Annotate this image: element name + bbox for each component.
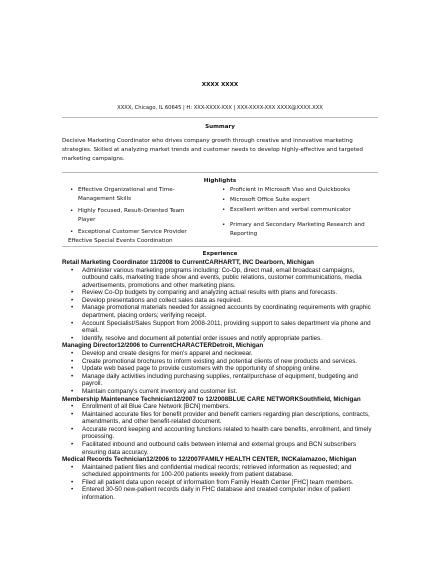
- job-bullet: • Create promotional brochures to inform existing and potential clients of new products and services.: [82, 358, 378, 366]
- job-bullet: • Account Specialist/Sales Support from 2008-2011, providing support to sales department via phone and email.: [82, 320, 378, 335]
- job-bullet: • Develop and create designs for men's apparel and neckwear.: [82, 350, 378, 358]
- job-bullet: • Entered 30-50 new-patient records daily in FHC database and created computer index of patient information.: [82, 486, 378, 501]
- highlights-right-column: [218, 186, 388, 239]
- job-heading: Medical Records Technician12/2006 to 12/2007FAMILY HEALTH CENTER, INCKalamazoo, Michigan: [62, 456, 357, 464]
- highlight-item: • Exceptional Customer Service Provider: [70, 229, 187, 235]
- job-bullet: • Filed all patient data upon receipt of information from Family Health Center [FHC] team members.: [82, 479, 378, 487]
- highlight-item: • Proficient in Microsoft Viso and Quickbooks: [222, 187, 351, 193]
- highlights-title: Highlights: [203, 178, 237, 184]
- job-bullets: [62, 464, 378, 502]
- summary-text: Decisive Marketing Coordinator who drives company growth through creative and innovative marketing strategies. Skilled at analyzing market trends and customer needs to develop highly-effective and targeted marketing campaigns.: [62, 138, 363, 162]
- job-bullet: • Update web based page to provide customers with the opportunity of shopping online.: [82, 365, 378, 373]
- highlight-item: • Effective Organizational and Time-Management Skills: [70, 187, 175, 202]
- summary-title: Summary: [205, 124, 235, 130]
- summary-divider: [62, 172, 378, 173]
- highlight-item: • Microsoft Office Suite expert: [222, 197, 310, 203]
- job-bullet: • Develop presentations and collect sales data as required.: [82, 297, 378, 305]
- experience-title: Experience: [202, 251, 238, 257]
- job-heading: Membership Maintenance Technician12/2007 to 12/2008BLUE CARE NETWORKSouthfield, Michigan: [62, 395, 361, 403]
- job-bullet: • Accurate record keeping and accounting functions related to health care benefits, enrollment, and timely processing.: [82, 426, 378, 441]
- job-bullet: • Enrollment of all Blue Care Network [BCN] members.: [82, 403, 378, 411]
- job-bullet: • Identify, resolve and document all potential order issues and notify appropriate parties.: [82, 335, 378, 343]
- experience-section: [62, 259, 378, 502]
- job-bullets: [62, 403, 378, 456]
- job-bullet: • Maintain company's current inventory and customer list.: [82, 388, 378, 396]
- job-heading: Managing Director12/2006 to CurrentCHARACTERDetroit, Michigan: [62, 342, 264, 350]
- job-bullets: [62, 350, 378, 396]
- job-bullet: • Review Co-Op budgets by comparing and analyzing actual results with plans and forecasts.: [82, 289, 378, 297]
- contact-line: XXXX, Chicago, IL 60645 | H: XXX-XXXX-XXX | XXX-XXXX-XXX XXXX@XXXX.XXX: [117, 105, 323, 111]
- highlight-item: • Primary and Secondary Marketing Research and Reporting: [222, 222, 365, 237]
- highlight-item-plain: Effective Special Events Coordination: [68, 238, 173, 244]
- job-bullet: • Manage daily activities including purchasing supplies, rental/purchase of equipment, budgeting and payroll.: [82, 373, 378, 388]
- highlight-item: • Highly Focused, Result-Oriented Team Player: [70, 208, 185, 223]
- job-heading: Retail Marketing Coordinator 11/2008 to CurrentCARHARTT, INC Dearborn, Michigan: [62, 259, 314, 266]
- job-bullets: [62, 267, 378, 343]
- job-bullet: • Maintained accurate files for benefit provider and benefit carriers regarding plan descriptions, contracts, amendments, and other benefit-related document.: [82, 411, 378, 426]
- candidate-name: XXXX XXXX: [201, 82, 239, 88]
- highlights-divider: [62, 246, 378, 247]
- job-bullet: • Manage promotional materials needed for assigned accounts by coordinating requirements with graphic department, placing orders; verifying receipt.: [82, 304, 378, 319]
- job-bullet: • Administer various marketing programs including: Co-Op, direct mail, email broadcast campaigns, outbound calls, marketing trade show and events, public relations, customer communications, media advertisements, promotions and other marketing plans.: [82, 267, 378, 290]
- header-divider: [62, 117, 378, 118]
- job-bullet: • Facilitated inbound and outbound calls between internal and external groups and BCN subscribers ensuring data accuracy.: [82, 441, 378, 456]
- highlight-item: • Excellent written and verbal communicator: [222, 207, 352, 213]
- highlights-left-column: [66, 186, 198, 246]
- job-bullet: • Maintained patient files and confidential medical records; retrieved information as requested; and scheduled appointments for 100-200 patients weekly from patient database.: [82, 464, 378, 479]
